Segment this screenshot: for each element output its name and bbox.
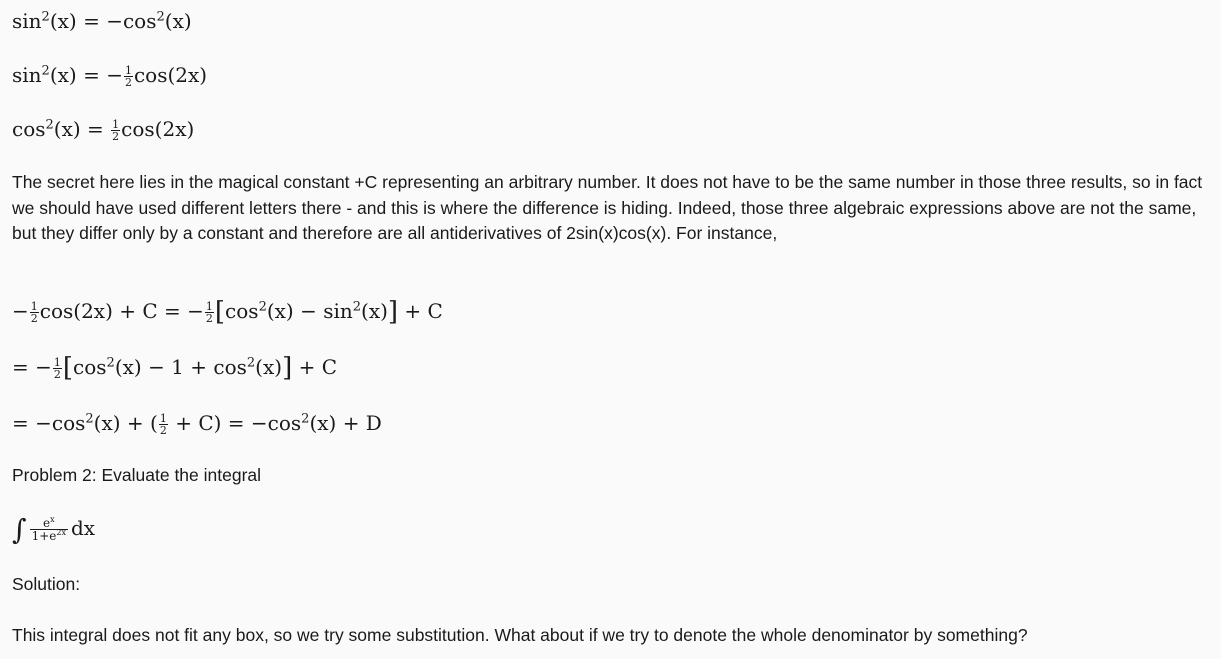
bracket-open: [ [62, 353, 74, 383]
term: = − [12, 355, 52, 379]
numerator: 1 [124, 64, 132, 77]
bracket-open: [ [214, 297, 226, 327]
equation-5 [12, 353, 337, 383]
term: + C [292, 355, 337, 379]
exponent: 2 [156, 9, 165, 25]
bracket-close: ] [282, 353, 293, 383]
denominator [30, 530, 68, 542]
numerator: 1 [112, 118, 120, 131]
arg: (x) [361, 299, 388, 323]
term: (x) − 1 + cos [114, 355, 247, 379]
exponent: 2x [56, 528, 66, 537]
operator: = [76, 9, 107, 33]
equation-3 [12, 116, 194, 142]
exponent: 2 [352, 299, 362, 315]
fn: sin [12, 9, 42, 33]
exponent: 2 [106, 355, 115, 371]
sign: − [106, 9, 123, 33]
problem-heading: Problem 2: Evaluate the integral [12, 465, 262, 485]
term: + C [398, 299, 443, 323]
operator: = [80, 117, 111, 141]
numerator: 1 [159, 412, 167, 425]
paragraph-solution: This integral does not fit any box, so we try some substitution. What about if we try to denote the whole denominator by something? [12, 625, 1028, 645]
fn: sin [12, 63, 42, 87]
equation-1 [12, 8, 192, 34]
term: (x) + D [309, 411, 382, 435]
arg: (x) [255, 355, 283, 379]
exponent: 2 [258, 299, 267, 315]
exponent: 2 [246, 355, 256, 371]
denominator: 2 [30, 312, 38, 325]
exponent: 2 [41, 9, 50, 25]
denominator: 2 [53, 368, 61, 381]
integral-sign: ∫ [12, 513, 27, 546]
bracket-close: ] [387, 297, 399, 327]
denominator: 2 [205, 312, 213, 325]
denominator: 2 [159, 424, 167, 437]
solution-heading: Solution: [12, 574, 81, 594]
term: = −cos [12, 411, 86, 435]
exponent: 2 [85, 411, 94, 427]
equation-2 [12, 62, 207, 88]
exponent: 2 [41, 63, 50, 79]
fn: cos [73, 355, 107, 379]
exponent: 2 [301, 411, 310, 427]
arg: (x) [49, 63, 77, 87]
fn: cos [12, 117, 46, 141]
equation-6 [12, 410, 382, 436]
fraction [124, 65, 133, 88]
fn: cos [225, 299, 259, 323]
fraction [205, 301, 214, 324]
exponent: 2 [45, 117, 54, 133]
operator: = [76, 63, 107, 87]
fraction [30, 301, 39, 324]
term: cos(2x) [121, 117, 195, 141]
base: e [42, 516, 51, 530]
term: (x) − sin [266, 299, 353, 323]
integral-expression [12, 513, 96, 546]
numerator: 1 [205, 300, 213, 313]
term: (x) + ( [93, 411, 158, 435]
fraction [111, 119, 120, 142]
term: cos(2x) + C = − [39, 299, 204, 323]
numerator: 1 [53, 356, 61, 369]
arg: (x) [53, 117, 81, 141]
sign: − [12, 299, 29, 323]
fraction [53, 357, 62, 380]
fraction [30, 517, 68, 542]
exponent: x [50, 515, 55, 524]
denominator: 2 [112, 130, 120, 143]
equation-4 [12, 297, 443, 327]
denominator: 2 [124, 76, 132, 89]
term: + C) = −cos [168, 411, 302, 435]
differential: dx [71, 516, 96, 540]
paragraph-explanation: The secret here lies in the magical constant +C representing an arbitrary number. It does not have to be the same number in those three results, so in fact we should have used different letters there - and this is where the difference is hiding. Indeed, those three algebraic expressions above are not the same, but they differ only by a constant and therefore are all antiderivatives of 2sin(x)cos(x). For instance, [12, 172, 1203, 243]
sign: − [106, 63, 123, 87]
fraction [159, 413, 168, 436]
arg: (x) [164, 9, 192, 33]
base: 1+e [31, 529, 57, 543]
fn: cos [122, 9, 157, 33]
term: cos(2x) [133, 63, 208, 87]
arg: (x) [49, 9, 77, 33]
numerator: 1 [30, 300, 38, 313]
